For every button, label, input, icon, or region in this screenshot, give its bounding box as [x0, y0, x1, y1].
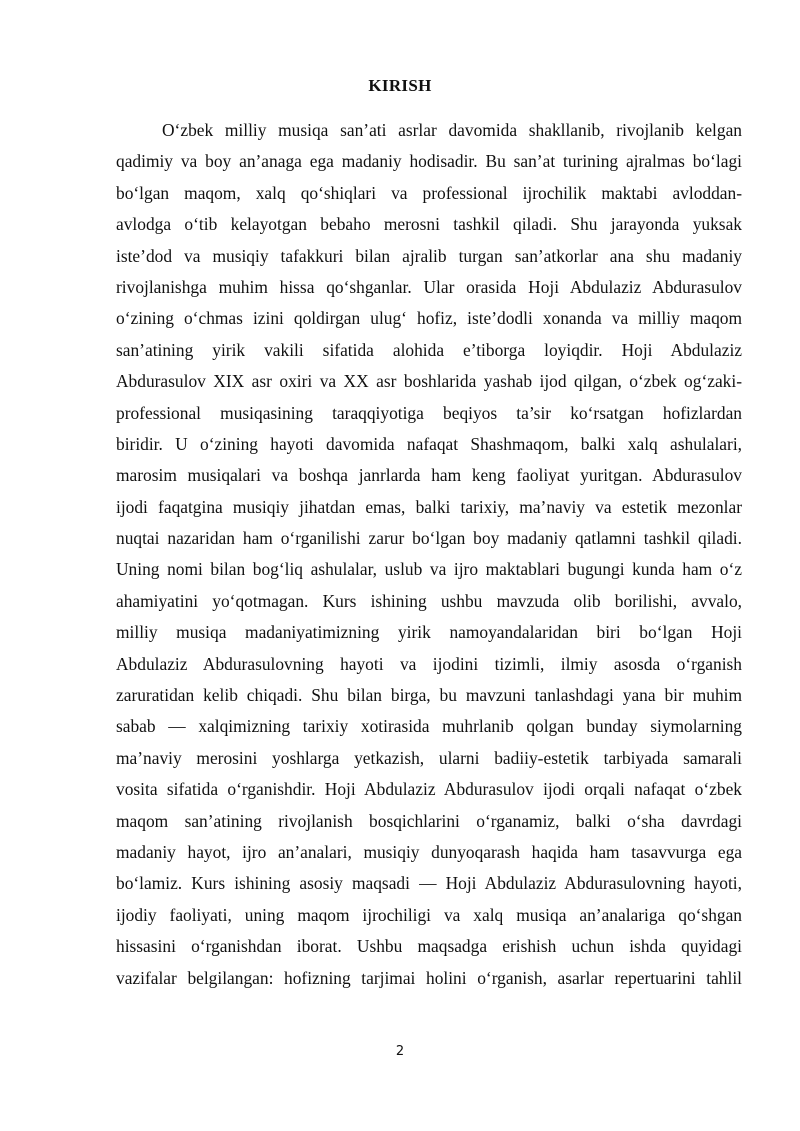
text-line: ijodi faqatgina musiqiy jihatdan emas, balki tarixiy, ma’naviy va estetik mezonlar: [116, 496, 742, 517]
text-line: maqom san’atining rivojlanish bosqichlarini o‘rganamiz, balki o‘sha davrdagi: [116, 810, 742, 831]
text-line: iste’dod va musiqiy tafakkuri bilan ajralib turgan san’atkorlar ana shu madaniy: [116, 245, 742, 266]
text-line: O‘zbek milliy musiqa san’ati asrlar davomida shakllanib, rivojlanib kelgan: [162, 120, 742, 140]
text-line: marosim musiqalari va boshqa janrlarda ham keng faoliyat yuritgan. Abdurasulov: [116, 465, 742, 486]
text-line: vosita sifatida o‘rganishdir. Hoji Abdulaziz Abdurasulov ijodi orqali nafaqat o‘zbek: [116, 779, 742, 800]
text-line: rivojlanishga muhim hissa qo‘shganlar. Ular orasida Hoji Abdulaziz Abdurasulov: [116, 276, 742, 297]
text-line: sabab — xalqimizning tarixiy xotirasida muhrlanib qolgan bunday siymolarning: [116, 716, 742, 737]
text-line: Abdulaziz Abdurasulovning hayoti va ijodini tizimli, ilmiy asosda o‘rganish: [116, 653, 742, 674]
text-line: milliy musiqa madaniyatimizning yirik namoyandalaridan biri bo‘lgan Hoji: [116, 622, 742, 643]
text-line: Uning nomi bilan bog‘liq ashulalar, uslub va ijro maktablari bugungi kunda ham o‘z: [116, 559, 742, 580]
text-line: bo‘lgan maqom, xalq qo‘shiqlari va professional ijrochilik maktabi avloddan-: [116, 182, 742, 203]
text-line: madaniy hayot, ijro an’analari, musiqiy dunyoqarash haqida ham tasavvurga ega: [116, 841, 742, 862]
text-line: biridir. U o‘zining hayoti davomida nafaqat Shashmaqom, balki xalq ashulalari,: [116, 433, 742, 454]
text-line: nuqtai nazaridan ham o‘rganilishi zarur bo‘lgan boy madaniy qatlamni tashkil qiladi.: [116, 528, 742, 549]
text-line: avlodga o‘tib kelayotgan bebaho merosni tashkil qiladi. Shu jarayonda yuksak: [116, 214, 742, 235]
text-line: Abdurasulov XIX asr oxiri va XX asr boshlarida yashab ijod qilgan, o‘zbek og‘zaki-: [116, 371, 742, 392]
page-number: 2: [395, 1044, 405, 1059]
text-line: professional musiqasining taraqqiyotiga beqiyos ta’sir ko‘rsatgan hofizlardan: [116, 402, 742, 423]
text-line: hissasini o‘rganishdan iborat. Ushbu maqsadga erishish uchun ishda quyidagi: [116, 936, 742, 957]
page-title: KIRISH: [368, 76, 432, 95]
text-line: ma’naviy merosini yoshlarga yetkazish, ularni badiiy-estetik tarbiyada samarali: [116, 747, 742, 768]
text-line: vazifalar belgilangan: hofizning tarjimai holini o‘rganish, asarlar repertuarini tahlil: [116, 967, 742, 988]
text-line: qadimiy va boy an’anaga ega madaniy hodisadir. Bu san’at turining ajralmas bo‘lagi: [116, 151, 742, 172]
text-line: zaruratidan kelib chiqadi. Shu bilan birga, bu mavzuni tanlashdagi yana bir muhim: [116, 685, 742, 706]
body-paragraph: [116, 115, 742, 994]
text-line: ahamiyatini yo‘qotmagan. Kurs ishining ushbu mavzuda olib borilishi, avvalo,: [116, 590, 742, 611]
text-line: bo‘lamiz. Kurs ishining asosiy maqsadi — Hoji Abdulaziz Abdurasulovning hayoti,: [116, 873, 742, 894]
text-line: o‘zining o‘chmas izini qoldirgan ulug‘ hofiz, iste’dodli xonanda va milliy maqom: [116, 308, 742, 329]
text-line: san’atining yirik vakili sifatida alohida e’tiborga loyiqdir. Hoji Abdulaziz: [116, 339, 742, 360]
text-line: ijodiy faoliyati, uning maqom ijrochiligi va xalq musiqa an’analariga qo‘shgan: [116, 904, 742, 925]
